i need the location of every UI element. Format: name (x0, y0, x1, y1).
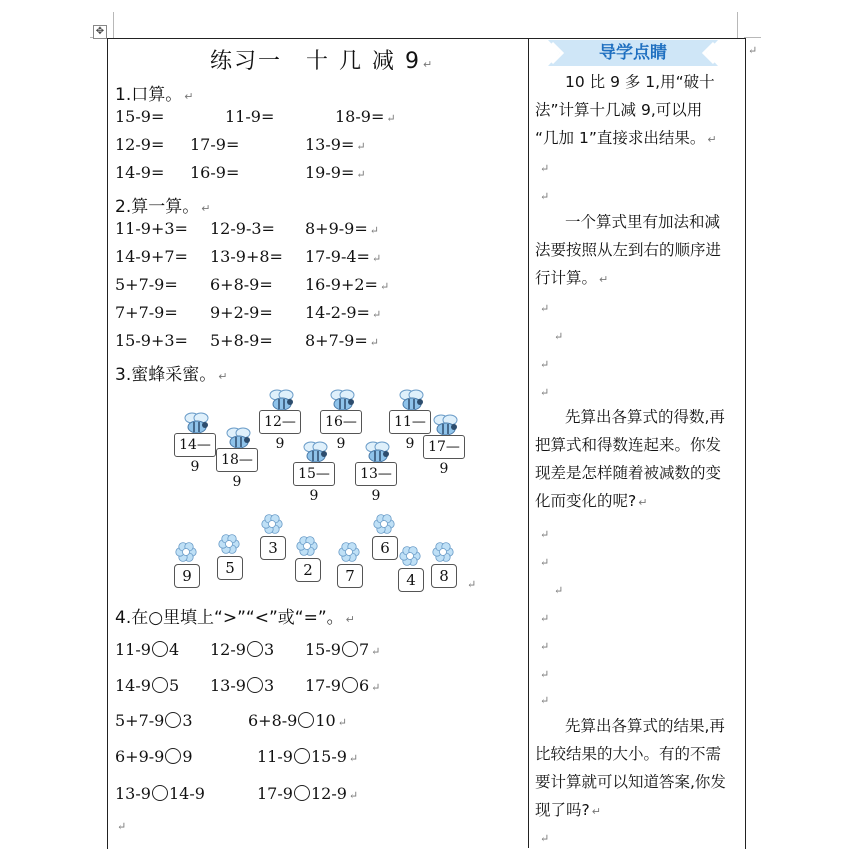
oral-calc-item: 18-9= ↵ (335, 107, 396, 126)
answer-circle[interactable] (165, 748, 181, 764)
tip-1 (535, 68, 740, 154)
paragraph-mark: ↵ (554, 330, 564, 343)
answer-circle[interactable] (152, 641, 168, 657)
paragraph-mark: ↵ (554, 584, 564, 597)
answer-circle[interactable] (294, 748, 310, 764)
paragraph-mark: ↵ (348, 752, 359, 765)
calc-item: 11-9+3= (115, 219, 188, 238)
bee-expression: 13—9 (355, 462, 397, 486)
tip-line: 把算式和得数连起来。你发 (535, 436, 722, 454)
tip-line: 法要按照从左到右的顺序进 (535, 241, 722, 259)
compare-item: 6+8-9 10 ↵ (248, 711, 347, 730)
answer-circle[interactable] (294, 785, 310, 801)
bee-expression: 17—9 (423, 435, 465, 459)
flower-icon (260, 514, 284, 536)
bee-expression: 14—9 (174, 433, 216, 457)
answer-circle[interactable] (152, 785, 168, 801)
paragraph-mark: ↵ (638, 496, 648, 509)
flower-icon (217, 534, 241, 556)
answer-circle[interactable] (342, 641, 358, 657)
calc-item: 8+9-9= ↵ (305, 219, 379, 238)
paragraph-mark: ↵ (371, 645, 381, 658)
paragraph-mark: ↵ (591, 805, 601, 818)
flower-icon (174, 542, 198, 564)
calc-item: 14-9+7= (115, 247, 188, 266)
flower-icon (398, 546, 422, 568)
flower-icon (431, 542, 455, 564)
answer-circle[interactable] (342, 677, 358, 693)
calc-item: 15-9+3= (115, 331, 188, 350)
tip-line: 一个算式里有加法和减 (565, 213, 721, 231)
bee-expression: 15—9 (293, 462, 335, 486)
paragraph-mark: ↵ (371, 308, 382, 321)
section2-heading: 2.算一算。 ↵ (115, 197, 211, 217)
compare-item: 14-9 5 (115, 676, 180, 695)
bee-icon (182, 409, 212, 435)
oral-calc-item: 15-9= (115, 107, 165, 126)
paragraph-mark: ↵ (540, 528, 550, 541)
compare-item: 17-9 12-9 ↵ (257, 784, 359, 803)
calc-item: 17-9-4= ↵ (305, 247, 382, 266)
compare-item: 17-9 6 ↵ (305, 676, 381, 695)
compare-item: 12-9 3 (210, 640, 275, 659)
tip-2 (535, 208, 740, 294)
paragraph-mark: ↵ (348, 789, 359, 802)
crop-mark (113, 12, 114, 38)
calc-item: 5+7-9= (115, 275, 178, 294)
compare-item: 6+9-9 9 (115, 747, 193, 766)
tip-line: 比较结果的大小。有的不需 (535, 745, 722, 763)
paragraph-mark: ↵ (467, 578, 477, 591)
column-divider (528, 38, 529, 848)
compare-item: 5+7-9 3 (115, 711, 193, 730)
paragraph-mark: ↵ (540, 832, 550, 845)
bee-icon (363, 438, 393, 464)
paragraph-mark: ↵ (369, 224, 379, 237)
paragraph-mark: ↵ (540, 556, 550, 569)
oral-calc-item: 12-9= (115, 135, 165, 154)
tip-4 (535, 712, 740, 826)
paragraph-mark: ↵ (599, 273, 609, 286)
bee-icon (224, 424, 254, 450)
flower-number: 3 (260, 536, 286, 560)
section4-heading: 4.在○里填上“>”“<”或“=”。 ↵ (115, 608, 355, 628)
flower-number: 8 (431, 564, 457, 588)
flower-icon (372, 514, 396, 536)
bee-icon (397, 386, 427, 412)
tip-line: “几加 1”直接求出结果。 ↵ (535, 129, 717, 147)
bee-expression: 18—9 (216, 448, 258, 472)
flower-number: 5 (217, 556, 243, 580)
compare-item: 13-9 14-9 (115, 784, 205, 803)
page-title: 练习一 十 几 减 9 ↵ (210, 49, 435, 74)
paragraph-mark: ↵ (386, 112, 396, 125)
tip-line: 先算出各算式的结果,再 (565, 717, 725, 735)
crop-mark (737, 12, 738, 38)
paragraph-mark: ↵ (540, 386, 550, 399)
tip-line: 现差是怎样随着被减数的变 (535, 464, 722, 482)
oral-calc-item: 19-9= ↵ (305, 163, 366, 182)
paragraph-mark: ↵ (707, 133, 717, 146)
calc-item: 14-2-9= ↵ (305, 303, 382, 322)
tip-3 (535, 403, 740, 517)
paragraph-mark: ↵ (117, 820, 127, 833)
paragraph-mark: ↵ (540, 190, 550, 203)
tip-line: 现了吗? ↵ (535, 801, 601, 819)
answer-circle[interactable] (152, 677, 168, 693)
oral-calc-item: 16-9= (190, 163, 240, 182)
bee-icon (328, 386, 358, 412)
calc-item: 13-9+8= (210, 247, 283, 266)
compare-item: 15-9 7 ↵ (305, 640, 381, 659)
paragraph-mark: ↵ (371, 252, 382, 265)
paragraph-mark: ↵ (369, 336, 379, 349)
calc-item: 8+7-9= ↵ (305, 331, 379, 350)
flower-icon (337, 542, 361, 564)
oral-calc-item: 11-9= (225, 107, 275, 126)
paragraph-mark: ↵ (371, 681, 381, 694)
guide-banner-title: 导学点睛 (599, 43, 667, 63)
tip-line: 要计算就可以知道答案,你发 (535, 773, 726, 791)
guide-banner (548, 40, 718, 66)
flower-number: 9 (174, 564, 200, 588)
calc-item: 7+7-9= (115, 303, 178, 322)
paragraph-mark: ↵ (379, 280, 390, 293)
bee-icon (431, 411, 461, 437)
paragraph-mark: ↵ (748, 44, 758, 57)
paragraph-mark: ↵ (337, 716, 347, 729)
compare-item: 11-9 15-9 ↵ (257, 747, 359, 766)
section1-heading: 1.口算。 ↵ (115, 85, 194, 105)
answer-circle[interactable] (247, 641, 263, 657)
paragraph-mark: ↵ (540, 640, 550, 653)
answer-circle[interactable] (247, 677, 263, 693)
compare-item: 13-9 3 (210, 676, 275, 695)
answer-circle[interactable] (298, 712, 314, 728)
bee-icon (267, 386, 297, 412)
calc-item: 16-9+2= ↵ (305, 275, 390, 294)
flower-number: 7 (337, 564, 363, 588)
paragraph-mark: ↵ (540, 162, 550, 175)
paragraph-mark: ↵ (540, 358, 550, 371)
paragraph-mark: ↵ (540, 612, 550, 625)
bee-expression: 11—9 (389, 410, 431, 434)
flower-icon (295, 536, 319, 558)
crop-mark (744, 37, 761, 38)
calc-item: 9+2-9= (210, 303, 273, 322)
tip-line: 法”计算十几减 9,可以用 (535, 101, 703, 119)
tip-line: 10 比 9 多 1,用“破十 (565, 73, 715, 91)
paragraph-mark: ↵ (356, 168, 366, 181)
oral-calc-item: 17-9= (190, 135, 240, 154)
bee-expression: 12—9 (259, 410, 301, 434)
calc-item: 6+8-9= (210, 275, 273, 294)
answer-circle[interactable] (165, 712, 181, 728)
flower-number: 6 (372, 536, 398, 560)
paragraph-mark: ↵ (540, 302, 550, 315)
paragraph-mark: ↵ (540, 668, 550, 681)
paragraph-mark: ↵ (540, 694, 550, 707)
section3-heading: 3.蜜蜂采蜜。 ↵ (115, 365, 228, 385)
bee-icon (301, 438, 331, 464)
flower-number: 4 (398, 568, 424, 592)
compare-item: 11-9 4 (115, 640, 180, 659)
flower-number: 2 (295, 558, 321, 582)
calc-item: 5+8-9= (210, 331, 273, 350)
bee-expression: 16—9 (320, 410, 362, 434)
paragraph-mark: ↵ (356, 140, 366, 153)
calc-item: 12-9-3= (210, 219, 275, 238)
tip-line: 化而变化的呢? ↵ (535, 492, 648, 510)
tip-line: 行计算。 ↵ (535, 269, 609, 287)
oral-calc-item: 13-9= ↵ (305, 135, 366, 154)
tip-line: 先算出各算式的得数,再 (565, 408, 725, 426)
table-move-handle[interactable]: ✥ (93, 25, 107, 39)
oral-calc-item: 14-9= (115, 163, 165, 182)
